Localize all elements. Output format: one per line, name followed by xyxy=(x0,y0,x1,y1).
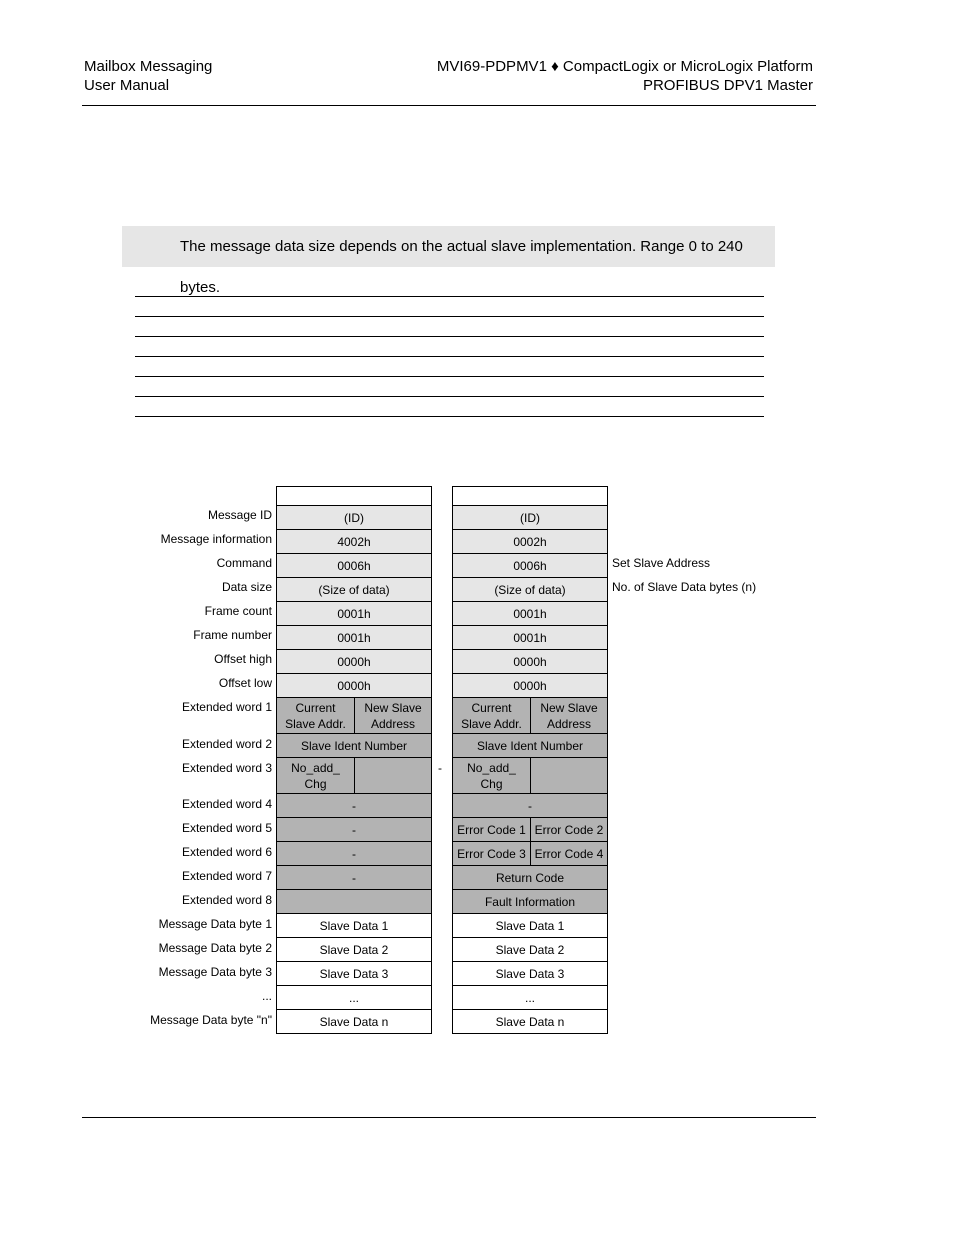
separator-dash: - xyxy=(438,761,442,775)
response-ext1-b-line2: Address xyxy=(546,716,591,731)
response-ext1-new-addr xyxy=(530,697,608,734)
row-label: Extended word 1 xyxy=(181,700,272,714)
response-offset-high: 0000h xyxy=(452,649,608,674)
ruled-line xyxy=(135,296,764,297)
row-label: Message ID xyxy=(207,508,272,522)
data-size-note: No. of Slave Data bytes (n) xyxy=(612,580,757,594)
command-note: Set Slave Address xyxy=(612,556,711,570)
ruled-line xyxy=(135,376,764,377)
response-ext1-current-addr xyxy=(452,697,531,734)
row-label: Message Data byte "n" xyxy=(150,1013,272,1027)
row-label: Command xyxy=(216,556,272,570)
row-label: Message information xyxy=(160,532,272,546)
header-divider xyxy=(82,105,816,106)
header-doc-type: User Manual xyxy=(84,77,170,94)
response-error-code-1: Error Code 1 xyxy=(452,817,531,842)
ruled-line xyxy=(135,416,764,417)
row-label: ... xyxy=(261,989,272,1003)
request-ext1-a-line1: Current xyxy=(295,700,336,715)
row-label: Message Data byte 1 xyxy=(158,917,272,931)
request-ext1-a-line2: Slave Addr. xyxy=(285,716,346,731)
row-label: Extended word 5 xyxy=(181,821,272,835)
request-ext3-line1: No_add_ xyxy=(291,760,340,775)
response-header-cell xyxy=(452,486,608,506)
header-right xyxy=(437,57,813,95)
response-return-code: Return Code xyxy=(452,865,608,890)
request-ext2: Slave Ident Number xyxy=(276,733,432,758)
request-data-dots: ... xyxy=(276,985,432,1010)
response-ext3-line1: No_add_ xyxy=(467,760,516,775)
row-label: Frame number xyxy=(193,628,272,642)
request-header-cell xyxy=(276,486,432,506)
request-offset-high: 0000h xyxy=(276,649,432,674)
row-label: Data size xyxy=(221,580,272,594)
response-command: 0006h xyxy=(452,553,608,578)
row-label: Extended word 7 xyxy=(181,869,272,883)
request-ext1-b-line1: New Slave xyxy=(364,700,422,715)
response-message-id: (ID) xyxy=(452,505,608,530)
response-error-code-4: Error Code 4 xyxy=(530,841,608,866)
response-ext1-a-line1: Current xyxy=(471,700,512,715)
row-label: Extended word 8 xyxy=(181,893,272,907)
response-data-dots: ... xyxy=(452,985,608,1010)
note-box: The message data size depends on the actual slave implementation. Range 0 to 240 bytes. xyxy=(122,226,775,267)
response-error-code-3: Error Code 3 xyxy=(452,841,531,866)
response-ext3-empty xyxy=(530,757,608,794)
request-data-n: Slave Data n xyxy=(276,1009,432,1034)
request-offset-low: 0000h xyxy=(276,673,432,698)
request-frame-count: 0001h xyxy=(276,601,432,626)
request-ext8 xyxy=(276,889,432,914)
row-label: Offset low xyxy=(218,676,272,690)
row-label: Extended word 6 xyxy=(181,845,272,859)
request-message-info: 4002h xyxy=(276,529,432,554)
request-data-3: Slave Data 3 xyxy=(276,961,432,986)
request-message-id: (ID) xyxy=(276,505,432,530)
ruled-line xyxy=(135,356,764,357)
row-label: Offset high xyxy=(214,652,272,666)
request-command: 0006h xyxy=(276,553,432,578)
response-message-info: 0002h xyxy=(452,529,608,554)
response-ext4: - xyxy=(452,793,608,818)
request-ext1-current-addr xyxy=(276,697,355,734)
response-data-1: Slave Data 1 xyxy=(452,913,608,938)
ruled-line xyxy=(135,336,764,337)
request-data-2: Slave Data 2 xyxy=(276,937,432,962)
response-ext3-line2: Chg xyxy=(480,776,503,791)
row-label: Extended word 2 xyxy=(181,737,272,751)
response-error-code-2: Error Code 2 xyxy=(530,817,608,842)
response-frame-number: 0001h xyxy=(452,625,608,650)
request-ext4: - xyxy=(276,793,432,818)
response-data-n: Slave Data n xyxy=(452,1009,608,1034)
row-label: Frame count xyxy=(204,604,272,618)
request-ext3-empty xyxy=(354,757,432,794)
ruled-line xyxy=(135,396,764,397)
request-ext5: - xyxy=(276,817,432,842)
ruled-line xyxy=(135,316,764,317)
response-ext1-b-line1: New Slave xyxy=(540,700,598,715)
response-fault-information: Fault Information xyxy=(452,889,608,914)
response-ext2: Slave Ident Number xyxy=(452,733,608,758)
request-data-1: Slave Data 1 xyxy=(276,913,432,938)
footer-divider xyxy=(82,1117,816,1118)
header-product-title: MVI69-PDPMV1 ♦ CompactLogix or MicroLogix Platform xyxy=(436,58,813,75)
request-ext6: - xyxy=(276,841,432,866)
row-label: Message Data byte 3 xyxy=(158,965,272,979)
request-ext3-line2: Chg xyxy=(304,776,327,791)
request-data-size: (Size of data) xyxy=(276,577,432,602)
request-ext3-no-add-chg xyxy=(276,757,355,794)
request-ext1-new-addr xyxy=(354,697,432,734)
response-ext1-a-line2: Slave Addr. xyxy=(461,716,522,731)
response-ext3-no-add-chg xyxy=(452,757,531,794)
response-frame-count: 0001h xyxy=(452,601,608,626)
response-data-3: Slave Data 3 xyxy=(452,961,608,986)
request-ext7: - xyxy=(276,865,432,890)
request-ext1-b-line2: Address xyxy=(370,716,415,731)
header-product-subtitle: PROFIBUS DPV1 Master xyxy=(642,77,813,94)
row-label: Extended word 4 xyxy=(181,797,272,811)
row-label: Extended word 3 xyxy=(181,761,272,775)
response-data-2: Slave Data 2 xyxy=(452,937,608,962)
response-data-size: (Size of data) xyxy=(452,577,608,602)
header-section-title: Mailbox Messaging xyxy=(84,58,213,75)
request-frame-number: 0001h xyxy=(276,625,432,650)
response-offset-low: 0000h xyxy=(452,673,608,698)
row-label: Message Data byte 2 xyxy=(158,941,272,955)
header-left xyxy=(84,57,212,95)
